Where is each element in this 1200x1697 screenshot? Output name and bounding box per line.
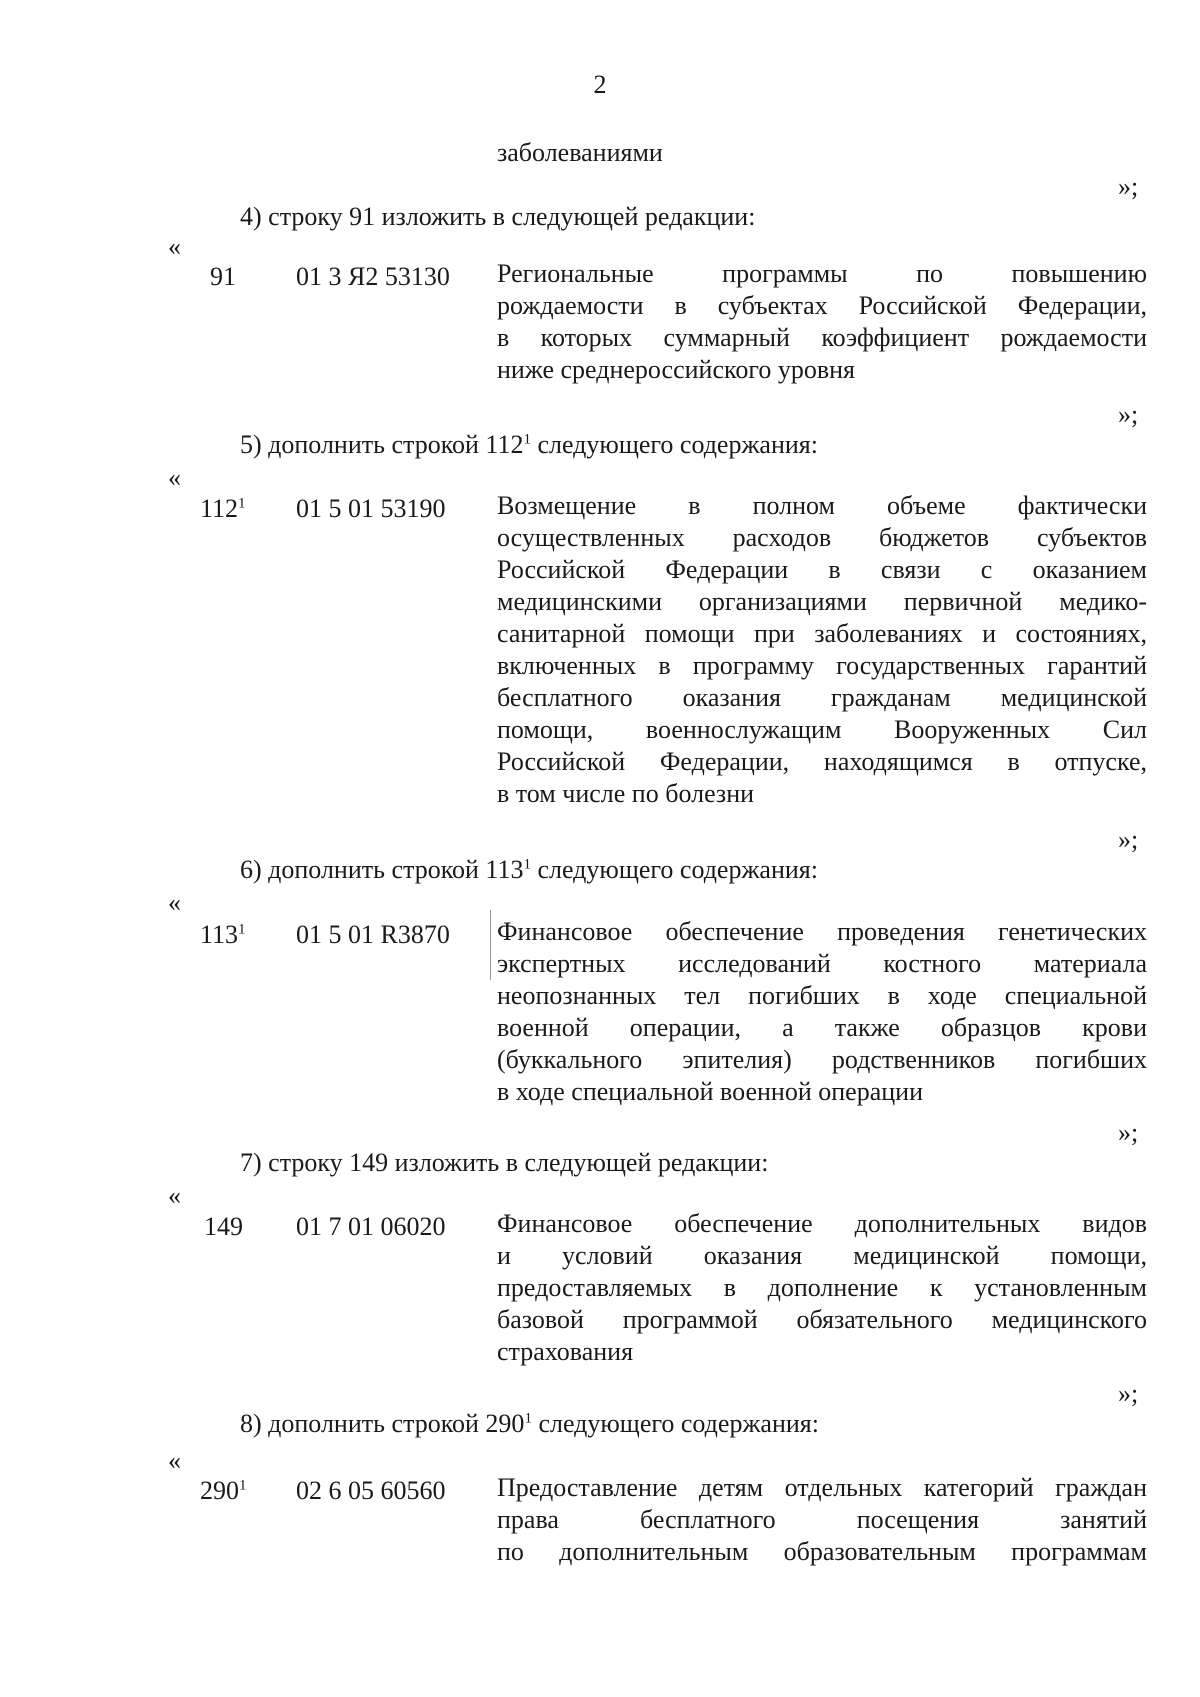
close-quote: »; [1118,400,1139,429]
row-number: $112^1$ [200,494,246,523]
row-description [497,1472,1147,1568]
description-line: Российской Федерации, находящимся в отпуске, [497,747,1147,776]
row-description [497,490,1147,810]
open-quote: « [168,1181,181,1210]
row-number: 91 [210,262,236,291]
description-line: помощи, военнослужащим Вооруженных Сил [497,715,1147,744]
description-line: и условий оказания медицинской помощи, [497,1241,1147,1270]
description-line: санитарной помощи при заболеваниях и состояниях, [497,619,1147,648]
row-description [497,1208,1147,1368]
description-line: Возмещение в полном объеме фактически [497,491,1147,520]
row-number: $290^1$ [200,1476,247,1505]
instruction-item-6: 6) дополнить строкой $113^1$ следующего содержания: [240,855,818,884]
description-line: медицинскими организациями первичной медико- [497,587,1147,616]
open-quote: « [168,463,181,492]
row-code: 01 5 01 R3870 [296,920,450,949]
description-line: экспертных исследований костного материала [497,949,1147,978]
description-line: осуществленных расходов бюджетов субъектов [497,523,1147,552]
row-code: 01 7 01 06020 [296,1212,446,1241]
close-quote: »; [1118,1118,1139,1147]
description-line: военной операции, а также образцов крови [497,1013,1147,1042]
row-description [497,258,1147,386]
open-quote: « [168,232,181,261]
row-code: 01 5 01 53190 [296,494,446,523]
description-line: базовой программой обязательного медицинского [497,1305,1147,1334]
scan-artifact [490,910,491,980]
description-line: в том числе по болезни [497,779,755,808]
row-description [497,916,1147,1108]
description-line: предоставляемых в дополнение к установленным [497,1273,1147,1302]
description-line: права бесплатного посещения занятий [497,1505,1147,1534]
description-line: неопознанных тел погибших в ходе специальной [497,981,1147,1010]
description-line: Предоставление детям отдельных категорий граждан [497,1473,1147,1502]
description-line: бесплатного оказания гражданам медицинской [497,683,1147,712]
instruction-item-7: 7) строку 149 изложить в следующей редакции: [240,1148,769,1177]
instruction-item-4: 4) строку 91 изложить в следующей редакции: [240,202,756,231]
row-number: $113^1$ [200,920,246,949]
description-line: Российской Федерации в связи с оказанием [497,555,1147,584]
description-line: ниже среднероссийского уровня [497,355,855,384]
description-line: включенных в программу государственных гарантий [497,651,1147,680]
description-line: рождаемости в субъектах Российской Федерации, [497,291,1147,320]
description-line: (буккального эпителия) родственников погибших [497,1045,1147,1074]
description-line: в которых суммарный коэффициент рождаемости [497,323,1147,352]
page-number: 2 [593,70,607,99]
description-line: по дополнительным образовательным программам [497,1537,1147,1566]
instruction-item-8: 8) дополнить строкой $290^1$ следующего содержания: [240,1409,819,1438]
close-quote: »; [1118,825,1139,854]
description-line: Региональные программы по повышению [497,259,1147,288]
row-code: 01 3 Я2 53130 [296,262,450,291]
description-line: Финансовое обеспечение дополнительных видов [497,1209,1147,1238]
description-line: Финансовое обеспечение проведения генетических [497,917,1147,946]
description-line: в ходе специальной военной операции [497,1077,923,1106]
open-quote: « [168,888,181,917]
close-quote: »; [1118,172,1139,201]
row-number: 149 [204,1212,243,1241]
row-code: 02 6 05 60560 [296,1476,446,1505]
instruction-item-5: 5) дополнить строкой $112^1$ следующего содержания: [240,430,818,459]
close-quote: »; [1118,1379,1139,1408]
open-quote: « [168,1446,181,1475]
description-line: страхования [497,1337,634,1366]
continuation-text: заболеваниями [497,138,663,167]
